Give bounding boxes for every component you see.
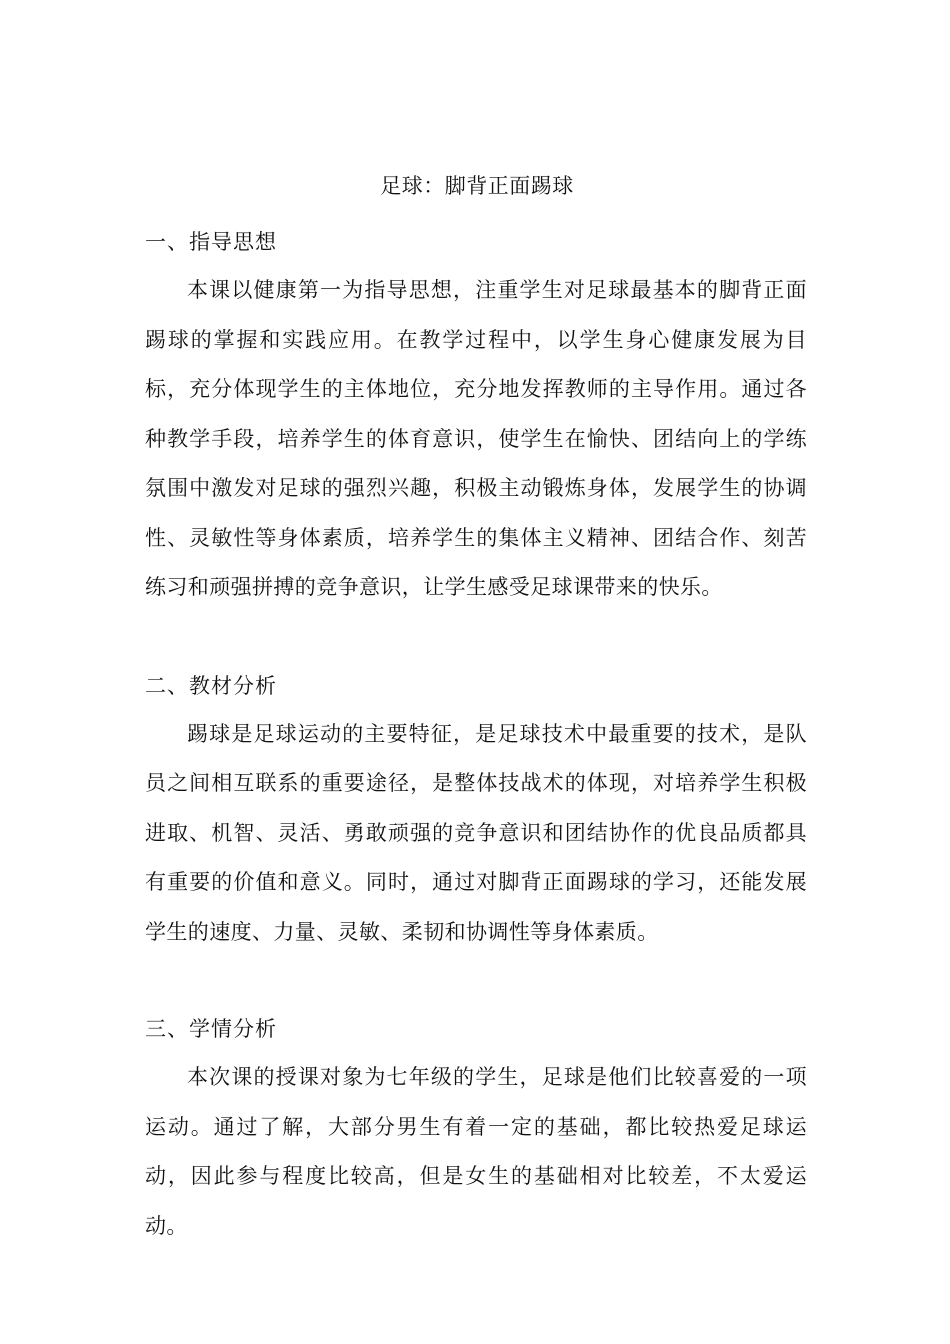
section-learner-analysis [145, 1005, 807, 1251]
document-body [145, 166, 807, 1251]
section-spacer [145, 957, 807, 1005]
section-paragraph: 本次课的授课对象为七年级的学生，足球是他们比较喜爱的一项运动。通过了解，大部分男生有着一定的基础，都比较热爱足球运动，因此参与程度比较高，但是女生的基础相对比较差，不太爱运动。 [145, 1065, 807, 1238]
section-guiding-ideology [145, 218, 807, 613]
section-paragraph: 踢球是足球运动的主要特征，是足球技术中最重要的技术，是队员之间相互联系的重要途径，是整体技战术的体现，对培养学生积极进取、机智、灵活、勇敢顽强的竞争意识和团结协作的优良品质都具有重要的价值和意义。同时，通过对脚背正面踢球的学习，还能发展学生的速度、力量、灵敏、柔韧和协调性等身体素质。 [145, 721, 807, 944]
section-paragraph: 本课以健康第一为指导思想，注重学生对足球最基本的脚背正面踢球的掌握和实践应用。在教学过程中，以学生身心健康发展为目标，充分体现学生的主体地位，充分地发挥教师的主导作用。通过各种教学手段，培养学生的体育意识，使学生在愉快、团结向上的学练氛围中激发对足球的强烈兴趣，积极主动锻炼身体，发展学生的协调性、灵敏性等身体素质，培养学生的集体主义精神、团结合作、刻苦练习和顽强拼搏的竞争意识，让学生感受足球课带来的快乐。 [145, 278, 807, 599]
document-title: 足球：脚背正面踢球 [380, 174, 574, 198]
section-spacer [145, 613, 807, 662]
section-heading: 二、教材分析 [145, 673, 277, 698]
section-heading: 一、指导思想 [145, 230, 277, 254]
section-material-analysis [145, 662, 807, 958]
section-heading: 三、学情分析 [145, 1017, 277, 1041]
